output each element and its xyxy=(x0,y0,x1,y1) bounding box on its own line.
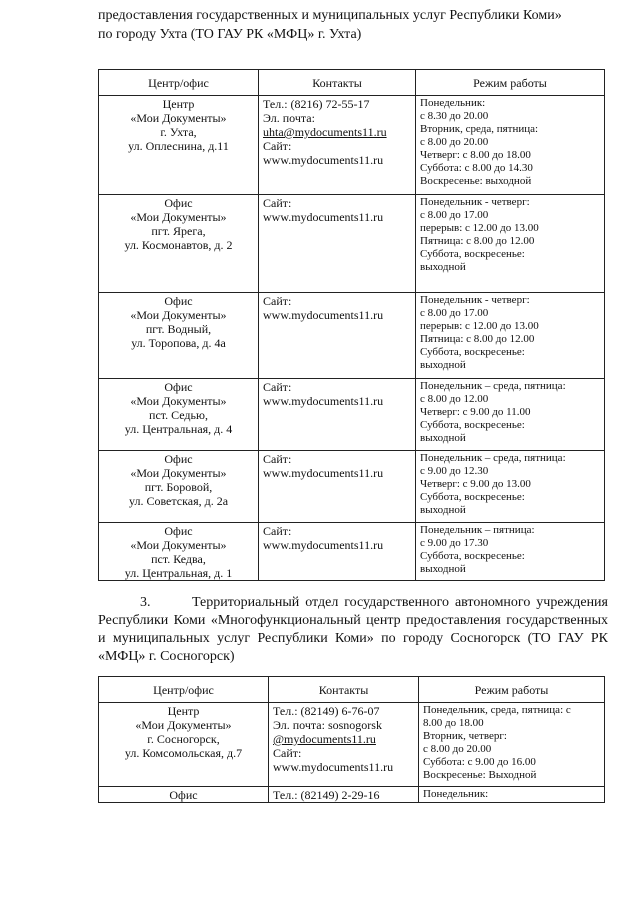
office-cell xyxy=(99,195,259,293)
contacts-cell xyxy=(259,379,416,451)
header-contacts: Контакты xyxy=(259,70,416,96)
site-label: Сайт: xyxy=(263,452,292,466)
schedule-line: выходной xyxy=(420,563,466,575)
office-line: пст. Кедва, xyxy=(151,552,206,566)
site-label: Сайт: xyxy=(263,380,292,394)
schedule-line: 8.00 до 18.00 xyxy=(423,717,484,729)
schedule-line: Понедельник – среда, пятница: xyxy=(420,380,566,392)
schedule-line: Вторник, среда, пятница: xyxy=(420,123,539,135)
site-label: Сайт: xyxy=(263,294,292,308)
site-label: Сайт: xyxy=(263,196,292,210)
schedule-line: перерыв: с 12.00 до 13.00 xyxy=(420,320,539,332)
schedule-line: выходной xyxy=(420,504,466,516)
schedule-line: с 9.00 до 17.30 xyxy=(420,537,489,549)
intro-line: по городу Ухта (ТО ГАУ РК «МФЦ» г. Ухта) xyxy=(98,27,362,42)
schedule-cell xyxy=(419,787,605,803)
contacts-cell xyxy=(259,96,416,195)
schedule-line: Суббота, воскресенье: xyxy=(420,346,525,358)
header-contacts: Контакты xyxy=(269,677,419,703)
schedule-cell xyxy=(419,703,605,787)
contacts-cell xyxy=(259,451,416,523)
schedule-line: Четверг: с 9.00 до 11.00 xyxy=(420,406,531,418)
schedule-line: Суббота, воскресенье: xyxy=(420,550,525,562)
email-link[interactable]: @mydocuments11.ru xyxy=(273,732,376,746)
office-line: «Мои Документы» xyxy=(130,210,227,224)
section-number: 3. xyxy=(140,595,151,610)
office-line: ул. Центральная, д. 4 xyxy=(124,422,233,436)
schedule-cell xyxy=(416,379,605,451)
table-header-row xyxy=(99,70,605,96)
phone: Тел.: (82149) 6-76-07 xyxy=(273,704,380,718)
site-label: Сайт: xyxy=(263,524,292,538)
contacts-cell xyxy=(259,523,416,581)
schedule-line: Воскресенье: Выходной xyxy=(423,769,537,781)
header-schedule: Режим работы xyxy=(416,70,605,96)
office-line: Офис xyxy=(169,788,198,802)
office-line: ул. Оплеснина, д.11 xyxy=(128,139,229,153)
schedule-line: перерыв: с 12.00 до 13.00 xyxy=(420,222,539,234)
office-line: Центр xyxy=(162,97,195,111)
table-row xyxy=(99,96,605,195)
office-cell xyxy=(99,293,259,379)
intro-line: предоставления государственных и муниципальных услуг Республики Коми» xyxy=(98,8,562,23)
schedule-line: Суббота: с 9.00 до 16.00 xyxy=(423,756,536,768)
offices-table-ukhta xyxy=(98,69,605,581)
office-line: Офис xyxy=(164,524,193,538)
office-line: «Мои Документы» xyxy=(130,394,227,408)
header-office: Центр/офис xyxy=(99,677,269,703)
offices-table-sosnogorsk xyxy=(98,676,605,803)
schedule-line: Вторник, четверг: xyxy=(423,730,507,742)
site-link[interactable]: www.mydocuments11.ru xyxy=(263,210,384,224)
section-text: Территориальный отдел государственного автономного учреждения Республики Коми «Многофункциональный центр предоставления государственных и муниципальных услуг Республики Коми» по городу Сосногорск (ТО ГАУ РК «МФЦ» г. Сосногорск) xyxy=(98,595,608,664)
table-row xyxy=(99,787,605,803)
office-line: Центр xyxy=(167,704,200,718)
table-row xyxy=(99,293,605,379)
office-line: г. Сосногорск, xyxy=(147,732,220,746)
office-line: ул. Комсомольская, д.7 xyxy=(124,746,243,760)
site-link[interactable]: www.mydocuments11.ru xyxy=(273,760,394,774)
contacts-cell xyxy=(259,195,416,293)
schedule-line: Пятница: с 8.00 до 12.00 xyxy=(420,333,535,345)
phone: Тел.: (82149) 2-29-16 xyxy=(273,788,380,802)
schedule-line: с 8.30 до 20.00 xyxy=(420,110,489,122)
schedule-cell xyxy=(416,523,605,581)
office-cell xyxy=(99,787,269,803)
intro-paragraph xyxy=(98,6,608,44)
schedule-line: выходной xyxy=(420,359,466,371)
schedule-line: Понедельник: xyxy=(420,97,486,109)
contacts-cell xyxy=(259,293,416,379)
email-label[interactable]: Эл. почта: sosnogorsk xyxy=(273,718,382,732)
office-line: пгт. Боровой, xyxy=(144,480,213,494)
table-header-row xyxy=(99,677,605,703)
office-line: «Мои Документы» xyxy=(135,718,232,732)
site-link[interactable]: www.mydocuments11.ru xyxy=(263,538,384,552)
schedule-line: с 9.00 до 12.30 xyxy=(420,465,489,477)
header-schedule: Режим работы xyxy=(419,677,605,703)
office-line: «Мои Документы» xyxy=(130,111,227,125)
office-line: Офис xyxy=(164,380,193,394)
table-row xyxy=(99,195,605,293)
schedule-line: Воскресенье: выходной xyxy=(420,175,532,187)
table-row xyxy=(99,523,605,581)
office-line: ул. Торопова, д. 4а xyxy=(131,336,226,350)
office-line: «Мои Документы» xyxy=(130,538,227,552)
schedule-line: с 8.00 до 12.00 xyxy=(420,393,489,405)
schedule-line: Понедельник – пятница: xyxy=(420,524,535,536)
site-label: Сайт: xyxy=(273,746,302,760)
site-link[interactable]: www.mydocuments11.ru xyxy=(263,308,384,322)
schedule-line: с 8.00 до 17.00 xyxy=(420,307,489,319)
schedule-line: Суббота, воскресенье: xyxy=(420,491,525,503)
schedule-line: с 8.00 до 17.00 xyxy=(420,209,489,221)
schedule-line: с 8.00 до 20.00 xyxy=(423,743,492,755)
office-line: Офис xyxy=(164,452,193,466)
schedule-line: Понедельник – среда, пятница: xyxy=(420,452,566,464)
schedule-line: Суббота, воскресенье: xyxy=(420,419,525,431)
site-link[interactable]: www.mydocuments11.ru xyxy=(263,394,384,408)
office-line: ул. Космонавтов, д. 2 xyxy=(124,238,233,252)
office-line: пгт. Ярега, xyxy=(151,224,206,238)
site-link[interactable]: www.mydocuments11.ru xyxy=(263,466,384,480)
contacts-cell xyxy=(269,703,419,787)
schedule-line: Суббота: с 8.00 до 14.30 xyxy=(420,162,533,174)
schedule-line: Пятница: с 8.00 до 12.00 xyxy=(420,235,535,247)
office-line: пст. Седью, xyxy=(149,408,208,422)
schedule-line: Понедельник - четверг: xyxy=(420,196,530,208)
email-label: Эл. почта: xyxy=(263,111,315,125)
office-line: г. Ухта, xyxy=(160,125,197,139)
schedule-line: Понедельник: xyxy=(423,788,489,800)
schedule-cell xyxy=(416,96,605,195)
office-line: ул. Советская, д. 2а xyxy=(128,494,229,508)
schedule-line: выходной xyxy=(420,261,466,273)
header-office: Центр/офис xyxy=(99,70,259,96)
office-cell xyxy=(99,379,259,451)
office-cell xyxy=(99,703,269,787)
site-label: Сайт: xyxy=(263,139,292,153)
office-line: «Мои Документы» xyxy=(130,466,227,480)
schedule-line: Четверг: с 8.00 до 18.00 xyxy=(420,149,531,161)
schedule-line: Суббота, воскресенье: xyxy=(420,248,525,260)
table-row xyxy=(99,703,605,787)
site-link[interactable]: www.mydocuments11.ru xyxy=(263,153,384,167)
schedule-line: Понедельник, среда, пятница: с xyxy=(423,704,571,716)
office-cell xyxy=(99,523,259,581)
schedule-line: с 8.00 до 20.00 xyxy=(420,136,489,148)
schedule-cell xyxy=(416,195,605,293)
office-line: Офис xyxy=(164,294,193,308)
schedule-line: Понедельник - четверг: xyxy=(420,294,530,306)
phone: Тел.: (8216) 72-55-17 xyxy=(263,97,370,111)
table-row xyxy=(99,379,605,451)
contacts-cell xyxy=(269,787,419,803)
table-row xyxy=(99,451,605,523)
schedule-line: Четверг: с 9.00 до 13.00 xyxy=(420,478,531,490)
office-line: ул. Центральная, д. 1 xyxy=(124,566,233,580)
section-3-heading xyxy=(98,594,608,666)
schedule-cell xyxy=(416,451,605,523)
email-link[interactable]: uhta@mydocuments11.ru xyxy=(263,125,387,139)
schedule-cell xyxy=(416,293,605,379)
office-line: Офис xyxy=(164,196,193,210)
office-line: «Мои Документы» xyxy=(130,308,227,322)
office-cell xyxy=(99,451,259,523)
office-cell xyxy=(99,96,259,195)
office-line: пгт. Водный, xyxy=(145,322,212,336)
schedule-line: выходной xyxy=(420,432,466,444)
